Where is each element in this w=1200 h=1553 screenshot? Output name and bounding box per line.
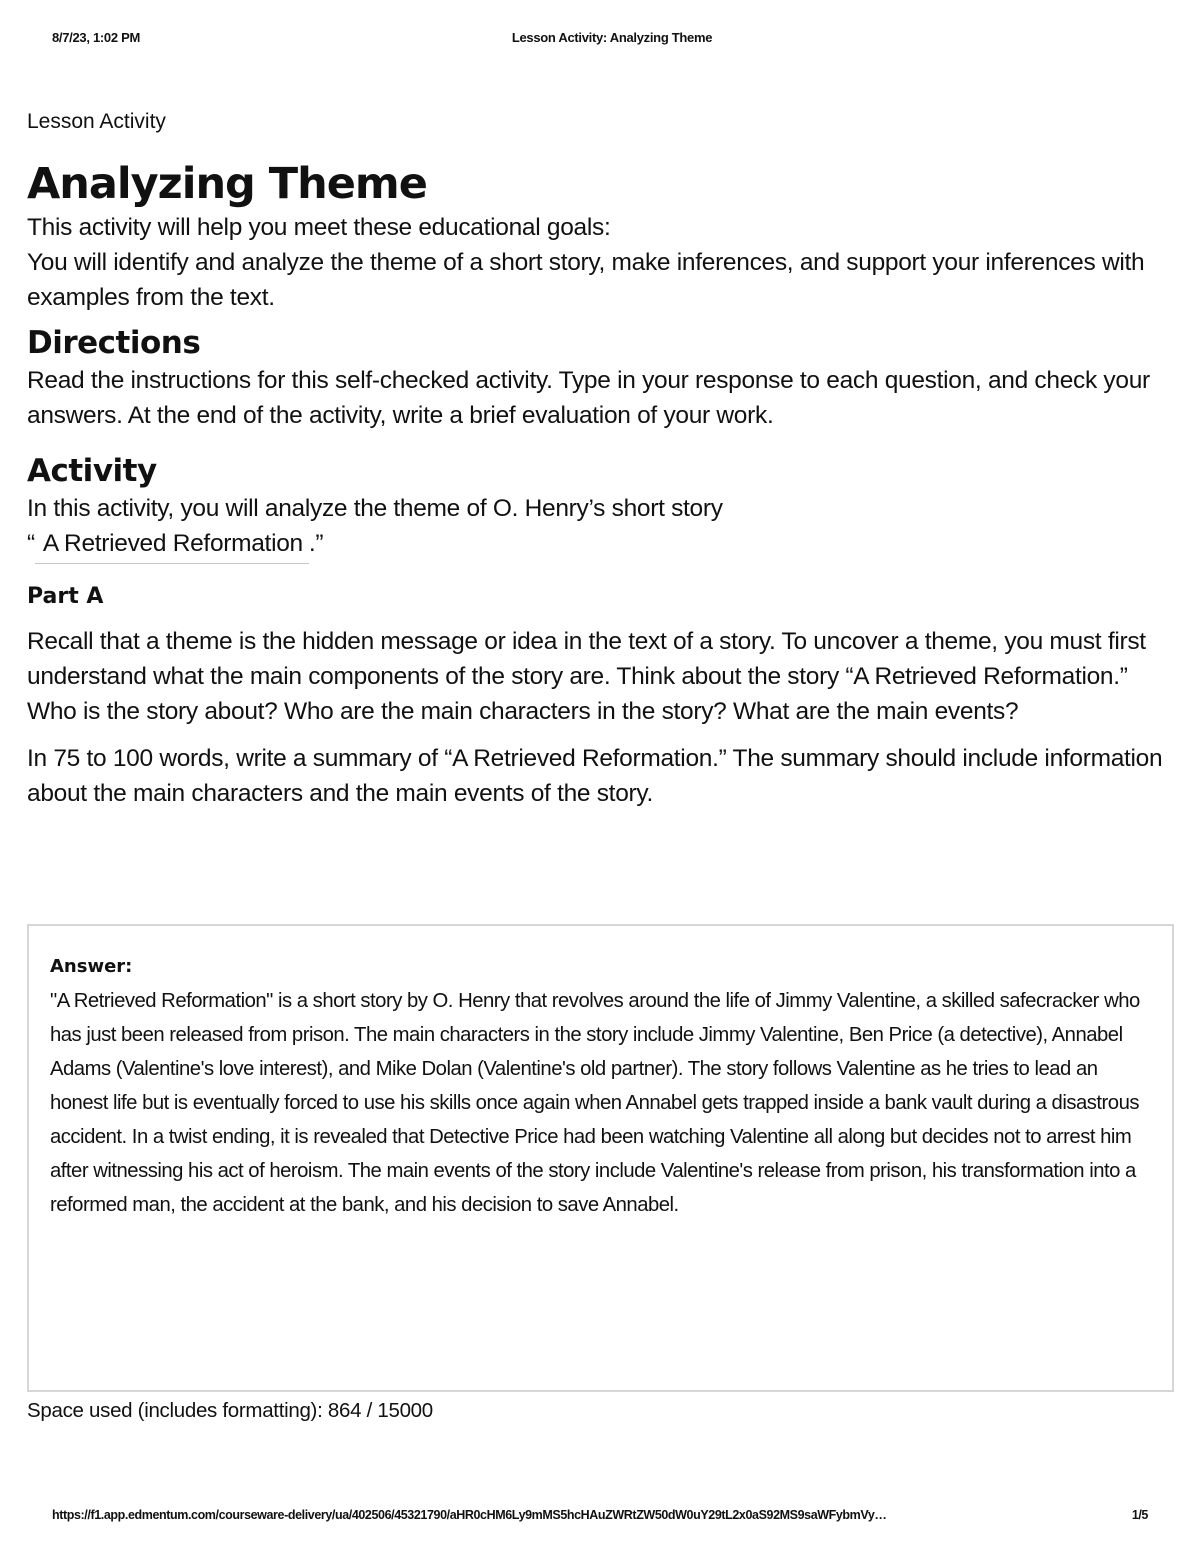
directions-text: Read the instructions for this self-checked activity. Type in your response to each question, and check your answers. At the end of the activity, write a brief evaluation of your work. bbox=[27, 367, 1150, 429]
goals-text: You will identify and analyze the theme of a short story, make inferences, and support your inferences with examples from the text. bbox=[27, 249, 1145, 311]
lesson-eyebrow: Lesson Activity bbox=[27, 110, 166, 133]
directions-heading: Directions bbox=[27, 325, 201, 361]
close-quote: .” bbox=[308, 530, 324, 557]
answer-box[interactable] bbox=[27, 924, 1174, 1392]
print-url: https://f1.app.edmentum.com/courseware-delivery/ua/402506/45321790/aHR0cHM6Ly9mMS5hcHAuZWRtZW50dW0uY29tL2x0aS92MS9saWFybmVy… bbox=[52, 1508, 887, 1522]
goals-intro: This activity will help you meet these educational goals: bbox=[27, 214, 611, 241]
part-a-prompt: In 75 to 100 words, write a summary of “A Retrieved Reformation.” The summary should include information about the main characters and the main events of the story. bbox=[27, 745, 1163, 807]
print-footer bbox=[52, 1508, 1148, 1526]
answer-label: Answer: bbox=[50, 956, 133, 977]
activity-heading: Activity bbox=[27, 453, 157, 489]
page-title: Analyzing Theme bbox=[27, 159, 427, 209]
story-link[interactable]: A Retrieved Reformation bbox=[35, 526, 309, 564]
print-header bbox=[52, 30, 1148, 48]
part-a-heading: Part A bbox=[27, 584, 104, 609]
lesson-content bbox=[27, 108, 1177, 811]
print-page-number: 1/5 bbox=[1131, 1508, 1148, 1522]
part-a-instructions: Recall that a theme is the hidden message or idea in the text of a story. To uncover a theme, you must first understand what the main components of the story are. Think about the story “A Retrieved Reformation.” Who is the story about? Who are the main characters in the story? What are the main events? bbox=[27, 628, 1146, 725]
open-quote: “ bbox=[27, 530, 35, 557]
space-used-counter: Space used (includes formatting): 864 / 15000 bbox=[27, 1399, 433, 1422]
story-title-line bbox=[27, 526, 1177, 564]
answer-text[interactable]: "A Retrieved Reformation" is a short story by O. Henry that revolves around the life of Jimmy Valentine, a skilled safecracker who has just been released from prison. The main characters in the story include Jimmy Valentine, Ben Price (a detective), Annabel Adams (Valentine's love interest), and Mike Dolan (Valentine's old partner). The story follows Valentine as he tries to lead an honest life but is eventually forced to use his skills once again when Annabel gets trapped inside a bank vault during a disastrous accident. In a twist ending, it is revealed that Detective Price had been watching Valentine all along but decides not to arrest him after witnessing his act of heroism. The main events of the story include Valentine's release from prison, his transformation into a reformed man, the accident at the bank, and his decision to save Annabel. bbox=[50, 990, 1140, 1216]
print-title: Lesson Activity: Analyzing Theme bbox=[511, 30, 713, 45]
print-date: 8/7/23, 1:02 PM bbox=[52, 30, 140, 45]
activity-text: In this activity, you will analyze the theme of O. Henry’s short story bbox=[27, 495, 723, 522]
